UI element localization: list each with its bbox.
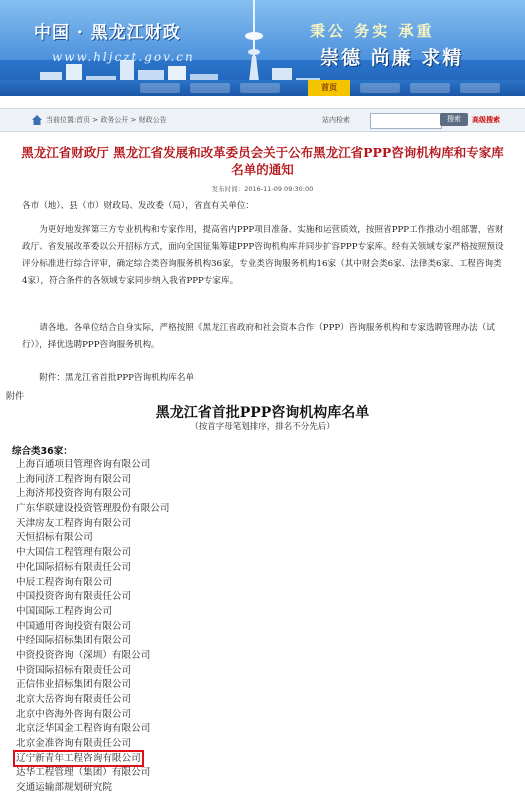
list-item: [16, 487, 316, 502]
organization-name: 达华工程管理（集团）有限公司: [16, 767, 151, 779]
organization-name: 广东华联建设投资管理股份有限公司: [16, 503, 170, 515]
list-item: [16, 605, 316, 620]
list-item: [16, 576, 316, 591]
organization-name: 中国国际工程咨询公司: [16, 605, 112, 617]
organization-name: 上海百通项目管理咨询有限公司: [16, 459, 151, 470]
list-item: [16, 502, 316, 517]
search-button[interactable]: 搜索: [440, 113, 468, 126]
paragraph-2: 请各地、各单位结合自身实际，严格按照《黑龙江省政府和社会资本合作（PPP）咨询服务机构和专家选聘管理办法（试行）》，择优选聘PPP咨询服务机构。: [22, 323, 495, 350]
search-input[interactable]: [370, 113, 442, 129]
list-item: [16, 517, 316, 532]
organization-name: 中化国际招标有限责任公司: [16, 561, 132, 573]
organization-name: 中国通用咨询投资有限公司: [16, 620, 132, 632]
list-item: [16, 620, 316, 635]
home-icon: [32, 115, 42, 125]
nav-tab[interactable]: [360, 83, 400, 93]
advanced-search-link[interactable]: 高级搜索: [472, 116, 500, 124]
list-subtitle: （按首字母笔划排序，排名不分先后）: [190, 422, 335, 432]
organization-name: 上海同济工程咨询有限公司: [16, 473, 132, 485]
list-item: [16, 678, 316, 693]
main-nav: [0, 80, 525, 96]
category-heading: 综合类36家：: [12, 446, 73, 457]
list-item-highlighted: [16, 752, 316, 767]
tv-tower-graphic: [236, 0, 272, 90]
list-item: [16, 546, 316, 561]
organization-name: 中资国际招标有限责任公司: [16, 664, 132, 676]
organization-name: 上海济邦投资咨询有限公司: [16, 488, 132, 500]
list-item: [16, 766, 316, 781]
list-item: [16, 561, 316, 576]
list-item: [16, 590, 316, 605]
nav-home-tab[interactable]: 首页: [308, 80, 350, 96]
organization-name: 中经国际招标集团有限公司: [16, 635, 132, 647]
list-item: [16, 473, 316, 488]
slogan-line-1: 秉公 务实 承重: [310, 22, 435, 40]
list-item: [16, 708, 316, 723]
list-item: [16, 458, 316, 473]
publish-time: 发布时间：2016-11-09 09:30:00: [211, 185, 314, 193]
organization-name: 天恒招标有限公司: [16, 532, 93, 544]
attachment-label: 附件: [6, 392, 25, 402]
attachment-link[interactable]: 附件：黑龙江省首批PPP咨询机构库名单: [39, 373, 195, 383]
breadcrumb[interactable]: 首页 > 政务公开 > 财政公告: [76, 116, 167, 124]
nav-tab[interactable]: [460, 83, 500, 93]
list-item: [16, 531, 316, 546]
list-item: [16, 634, 316, 649]
organization-name: 中资投资咨询（深圳）有限公司: [16, 649, 151, 661]
list-item: [16, 722, 316, 737]
organization-name: 北京金准咨询有限责任公司: [16, 738, 132, 750]
organization-name: 北京中咨海外咨询有限公司: [16, 708, 132, 720]
organization-name: 交通运输部规划研究院: [16, 782, 112, 794]
list-item: [16, 664, 316, 679]
article-title: 黑龙江省财政厅 黑龙江省发展和改革委员会关于公布黑龙江省PPP咨询机构库和专家库名单的通知: [21, 145, 504, 177]
nav-tab[interactable]: [190, 83, 230, 93]
organization-name: 辽宁新青年工程咨询有限公司: [16, 752, 141, 764]
organization-name: 天津房友工程咨询有限公司: [16, 517, 132, 529]
paragraph-1: 为更好地发挥第三方专业机构和专家作用，提高省内PPP项目准备、实施和运营质效，按照省PPP工作推动小组部署，省财政厅、省发展改革委以公开招标方式，面向全国征集筹建PPP咨询机构库并同步扩容PPP专家库。经有关领域专家严格按照预设评分标准进行综合评审，确定综合类咨询服务机构36家，专业类咨询服务机构16家（其中财会类6家、法律类6家、工程咨询类4家），符合条件的各领域专家同步纳入我省PPP专家库。: [22, 225, 504, 286]
list-item: [16, 693, 316, 708]
location-bar: [0, 108, 525, 132]
salutation: 各市（地）、县（市）财政局、发改委（局），省直有关单位：: [22, 201, 255, 211]
search-label: 站内检索: [322, 116, 350, 124]
organization-name: 中大国信工程管理有限公司: [16, 547, 132, 559]
organization-list: [16, 458, 316, 796]
nav-tab[interactable]: [410, 83, 450, 93]
list-item: [16, 649, 316, 664]
list-title: 黑龙江省首批PPP咨询机构库名单: [155, 405, 370, 421]
location-label: 当前位置:: [46, 116, 77, 124]
site-url: www.hljczt.gov.cn: [52, 50, 195, 64]
organization-name: 中国投资咨询有限责任公司: [16, 591, 132, 603]
organization-name: 中辰工程咨询有限公司: [16, 576, 112, 588]
slogan-line-2: 崇德 尚廉 求精: [320, 47, 464, 69]
organization-name: 正信伟业招标集团有限公司: [16, 679, 132, 691]
list-item: [16, 737, 316, 752]
organization-name: 北京大岳咨询有限责任公司: [16, 694, 132, 705]
organization-name: 北京泛华国金工程咨询有限公司: [16, 723, 151, 735]
nav-tab[interactable]: [240, 83, 280, 93]
nav-tab[interactable]: [140, 83, 180, 93]
site-name: 中国 · 黑龙江财政: [34, 23, 181, 43]
